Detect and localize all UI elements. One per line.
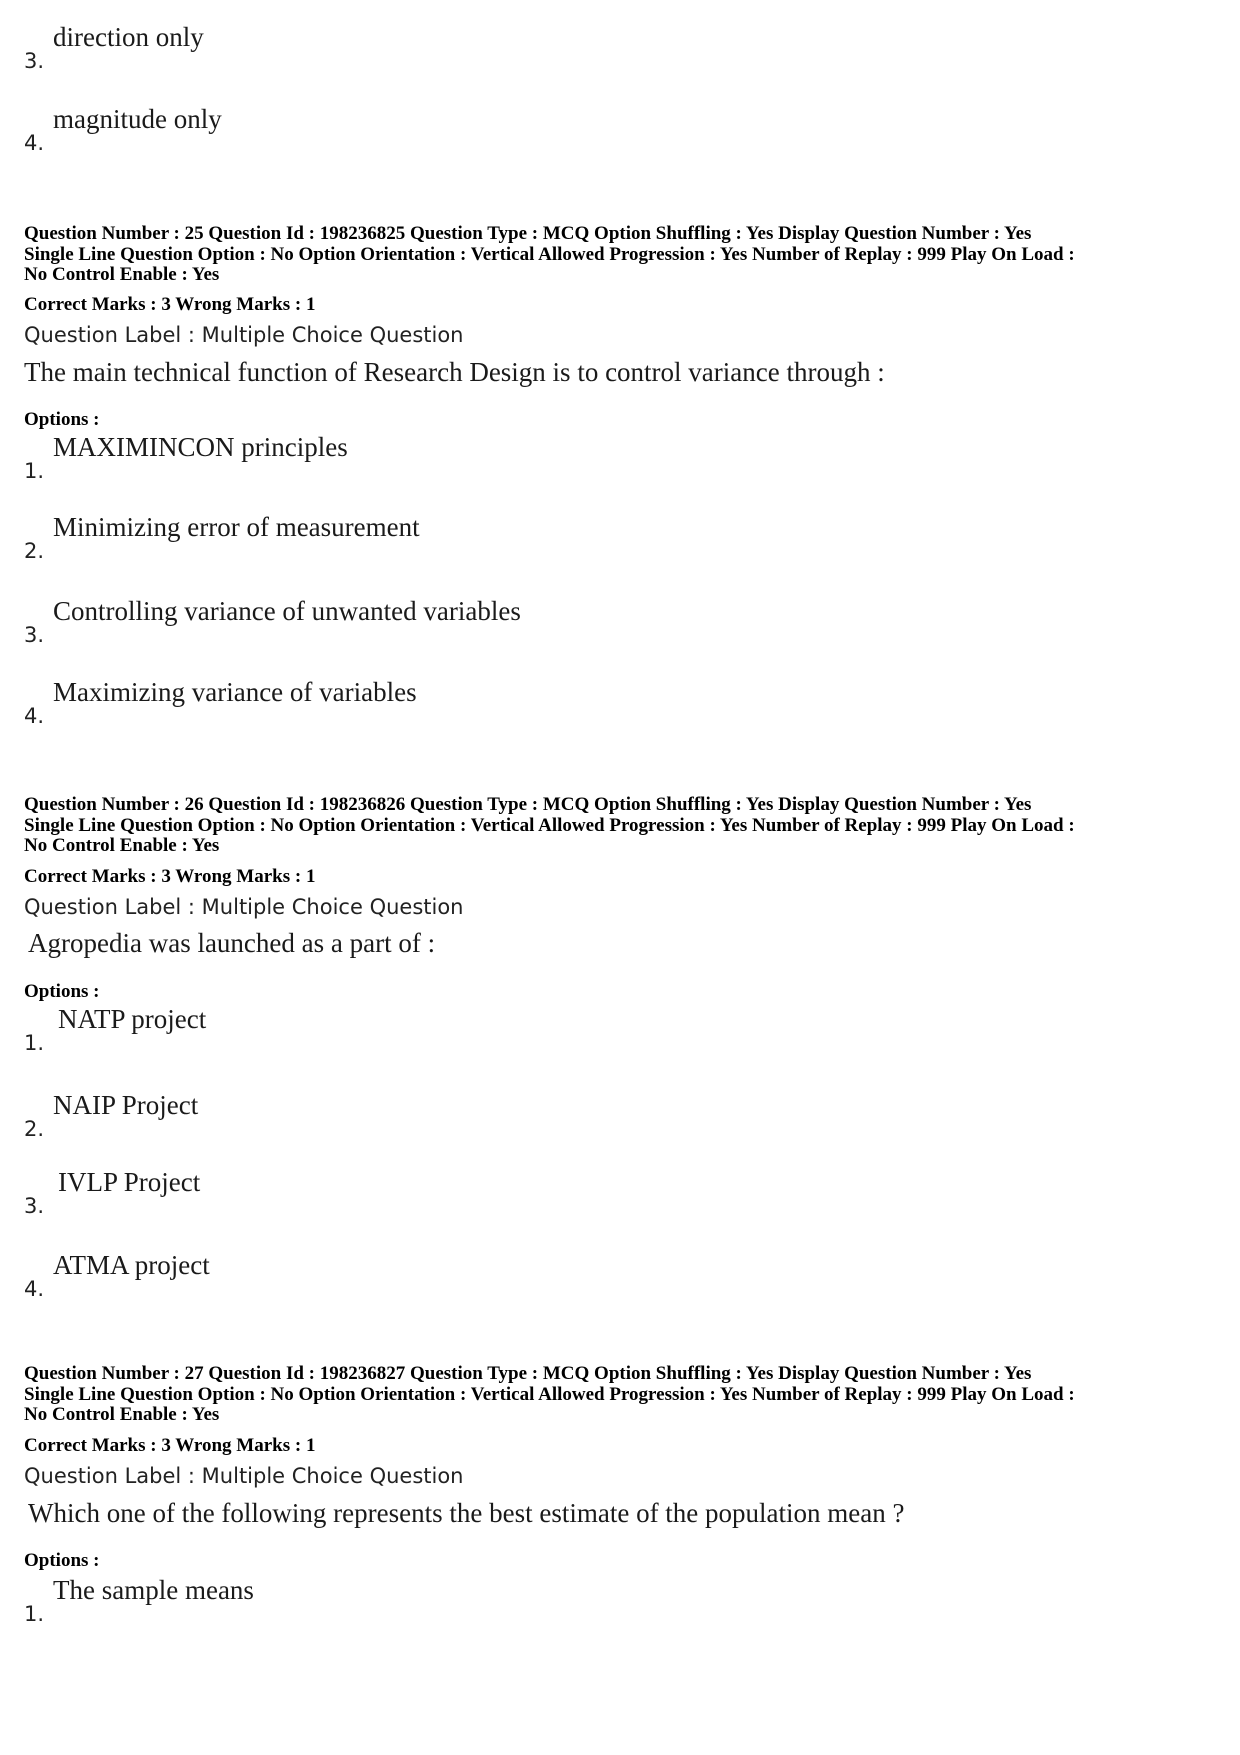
question-meta-line: Single Line Question Option : No Option Orientation : Vertical Allowed Progression : Yes Number of Replay : 999 Play On Load :	[24, 1383, 1075, 1405]
question-label: Question Label : Multiple Choice Question	[24, 1464, 464, 1488]
question-text: The main technical function of Research Design is to control variance through :	[24, 357, 885, 387]
question-meta-line: No Control Enable : Yes	[24, 1404, 220, 1425]
option-number: 1.	[24, 1031, 45, 1055]
options-label: Options :	[24, 981, 100, 1002]
question-marks: Correct Marks : 3 Wrong Marks : 1	[24, 1435, 316, 1456]
question-meta	[24, 795, 1224, 857]
options-label: Options :	[24, 409, 100, 430]
question-meta-line: Single Line Question Option : No Option Orientation : Vertical Allowed Progression : Yes Number of Replay : 999 Play On Load :	[24, 243, 1075, 265]
option-item	[24, 512, 1124, 562]
question-meta-line: Question Number : 26 Question Id : 198236826 Question Type : MCQ Option Shuffling : Yes Display Question Number : Yes	[24, 794, 1032, 815]
option-text: direction only	[53, 22, 204, 52]
option-item	[24, 1004, 1124, 1054]
question-meta-line: Single Line Question Option : No Option Orientation : Vertical Allowed Progression : Yes Number of Replay : 999 Play On Load :	[24, 814, 1075, 836]
option-item	[24, 432, 1124, 482]
option-text: ATMA project	[53, 1250, 210, 1280]
option-text: IVLP Project	[58, 1167, 201, 1197]
option-number: 1.	[24, 1602, 45, 1626]
option-item	[24, 1090, 1124, 1140]
question-label: Question Label : Multiple Choice Question	[24, 323, 464, 347]
option-item	[24, 677, 1124, 727]
option-number: 4.	[24, 131, 45, 155]
option-text: magnitude only	[53, 104, 222, 134]
question-meta	[24, 1364, 1224, 1426]
option-number: 2.	[24, 539, 45, 563]
option-item	[24, 1250, 1124, 1300]
option-number: 2.	[24, 1117, 45, 1141]
option-item	[24, 1575, 1124, 1625]
option-text: Maximizing variance of variables	[53, 677, 417, 707]
option-number: 3.	[24, 623, 45, 647]
question-meta-line: No Control Enable : Yes	[24, 835, 220, 856]
option-text: NATP project	[58, 1004, 207, 1034]
options-label: Options :	[24, 1550, 100, 1571]
question-meta-line: Question Number : 25 Question Id : 198236825 Question Type : MCQ Option Shuffling : Yes Display Question Number : Yes	[24, 223, 1032, 244]
option-text: MAXIMINCON principles	[53, 432, 348, 462]
option-item	[24, 1167, 1124, 1217]
option-number: 3.	[24, 1194, 45, 1218]
option-text: Minimizing error of measurement	[53, 512, 420, 542]
question-meta-line: No Control Enable : Yes	[24, 264, 220, 285]
question-marks: Correct Marks : 3 Wrong Marks : 1	[24, 294, 316, 315]
question-text: Agropedia was launched as a part of :	[28, 928, 436, 958]
option-item	[24, 22, 1124, 72]
option-text: Controlling variance of unwanted variables	[53, 596, 521, 626]
option-item	[24, 596, 1124, 646]
option-number: 3.	[24, 49, 45, 73]
question-text: Which one of the following represents the best estimate of the population mean ?	[28, 1498, 905, 1528]
option-item	[24, 104, 1124, 154]
question-meta	[24, 224, 1224, 286]
option-number: 1.	[24, 459, 45, 483]
question-meta-line: Question Number : 27 Question Id : 198236827 Question Type : MCQ Option Shuffling : Yes Display Question Number : Yes	[24, 1363, 1032, 1384]
question-label: Question Label : Multiple Choice Question	[24, 895, 464, 919]
question-marks: Correct Marks : 3 Wrong Marks : 1	[24, 866, 316, 887]
option-number: 4.	[24, 704, 45, 728]
option-text: NAIP Project	[53, 1090, 199, 1120]
option-text: The sample means	[53, 1575, 254, 1605]
option-number: 4.	[24, 1277, 45, 1301]
